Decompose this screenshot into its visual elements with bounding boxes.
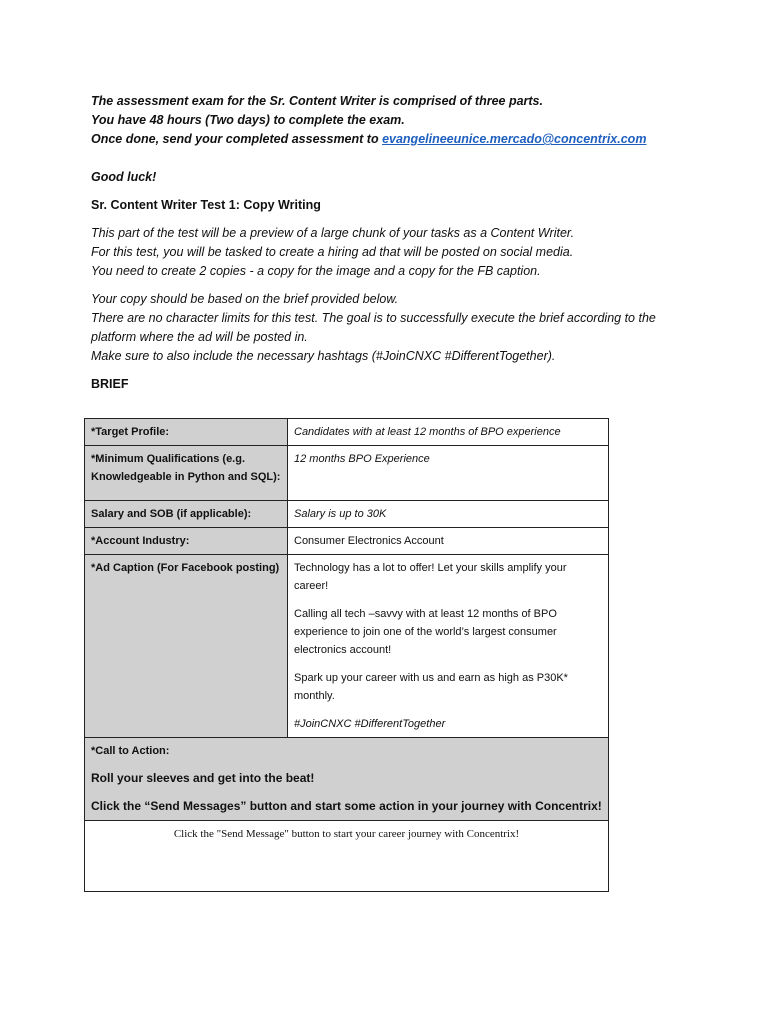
salary-label: Salary and SOB (if applicable): <box>85 501 288 528</box>
instruction-line: Make sure to also include the necessary hashtags (#JoinCNXC #DifferentTogether). <box>91 349 556 363</box>
caption-paragraph: Calling all tech –savvy with at least 12 months of BPO experience to join one of the world’s largest consumer electronics account! <box>294 608 557 656</box>
caption-paragraph: Technology has a lot to offer! Let your skills amplify your career! <box>294 562 567 592</box>
good-luck-text: Good luck! <box>91 170 157 184</box>
table-row <box>85 528 609 555</box>
intro-line-2: You have 48 hours (Two days) to complete the exam. <box>91 113 405 127</box>
caption-hashtags: #JoinCNXC #DifferentTogether <box>294 718 446 730</box>
table-row <box>85 419 609 446</box>
salary-value: Salary is up to 30K <box>288 501 609 528</box>
intro-line-1: The assessment exam for the Sr. Content Writer is comprised of three parts. <box>91 94 543 108</box>
instruction-line: There are no character limits for this test. The goal is to successfully execute the brief according to the platform where the ad will be posted in. <box>91 311 656 344</box>
table-row <box>85 738 609 821</box>
table-row <box>85 501 609 528</box>
email-link[interactable]: evangelineeunice.mercado@concentrix.com <box>382 132 647 146</box>
brief-table <box>84 418 609 892</box>
industry-label: *Account Industry: <box>85 528 288 555</box>
table-row <box>85 821 609 892</box>
document-body <box>91 92 691 394</box>
brief-heading: BRIEF <box>91 377 129 391</box>
ad-caption-value <box>288 555 609 738</box>
cta-label: *Call to Action: <box>91 745 170 757</box>
task-description <box>91 224 691 281</box>
intro-block <box>91 92 691 149</box>
cta-line: Click the “Send Messages” button and start some action in your journey with Concentrix! <box>91 799 602 813</box>
caption-paragraph: Spark up your career with us and earn as high as P30K* monthly. <box>294 672 568 702</box>
min-qual-value: 12 months BPO Experience <box>288 446 609 501</box>
ad-caption-label: *Ad Caption (For Facebook posting) <box>85 555 288 738</box>
instruction-line: Your copy should be based on the brief provided below. <box>91 292 399 306</box>
task-line: For this test, you will be tasked to create a hiring ad that will be posted on social media. <box>91 245 574 259</box>
min-qual-label: *Minimum Qualifications (e.g. Knowledgeable in Python and SQL): <box>85 446 288 501</box>
task-line: This part of the test will be a preview of a large chunk of your tasks as a Content Writer. <box>91 226 575 240</box>
table-row <box>85 555 609 738</box>
task-line: You need to create 2 copies - a copy for the image and a copy for the FB caption. <box>91 264 541 278</box>
final-cta-text: Click the "Send Message" button to start your career journey with Concentrix! <box>85 821 609 892</box>
intro-line-3 <box>91 130 691 149</box>
test-title: Sr. Content Writer Test 1: Copy Writing <box>91 198 321 212</box>
cta-line: Roll your sleeves and get into the beat! <box>91 771 315 785</box>
call-to-action-cell <box>85 738 609 821</box>
intro-line-3-text: Once done, send your completed assessment to <box>91 132 383 146</box>
table-row <box>85 446 609 501</box>
brief-instructions <box>91 290 691 366</box>
target-profile-value: Candidates with at least 12 months of BPO experience <box>288 419 609 446</box>
target-profile-label: *Target Profile: <box>85 419 288 446</box>
industry-value: Consumer Electronics Account <box>288 528 609 555</box>
